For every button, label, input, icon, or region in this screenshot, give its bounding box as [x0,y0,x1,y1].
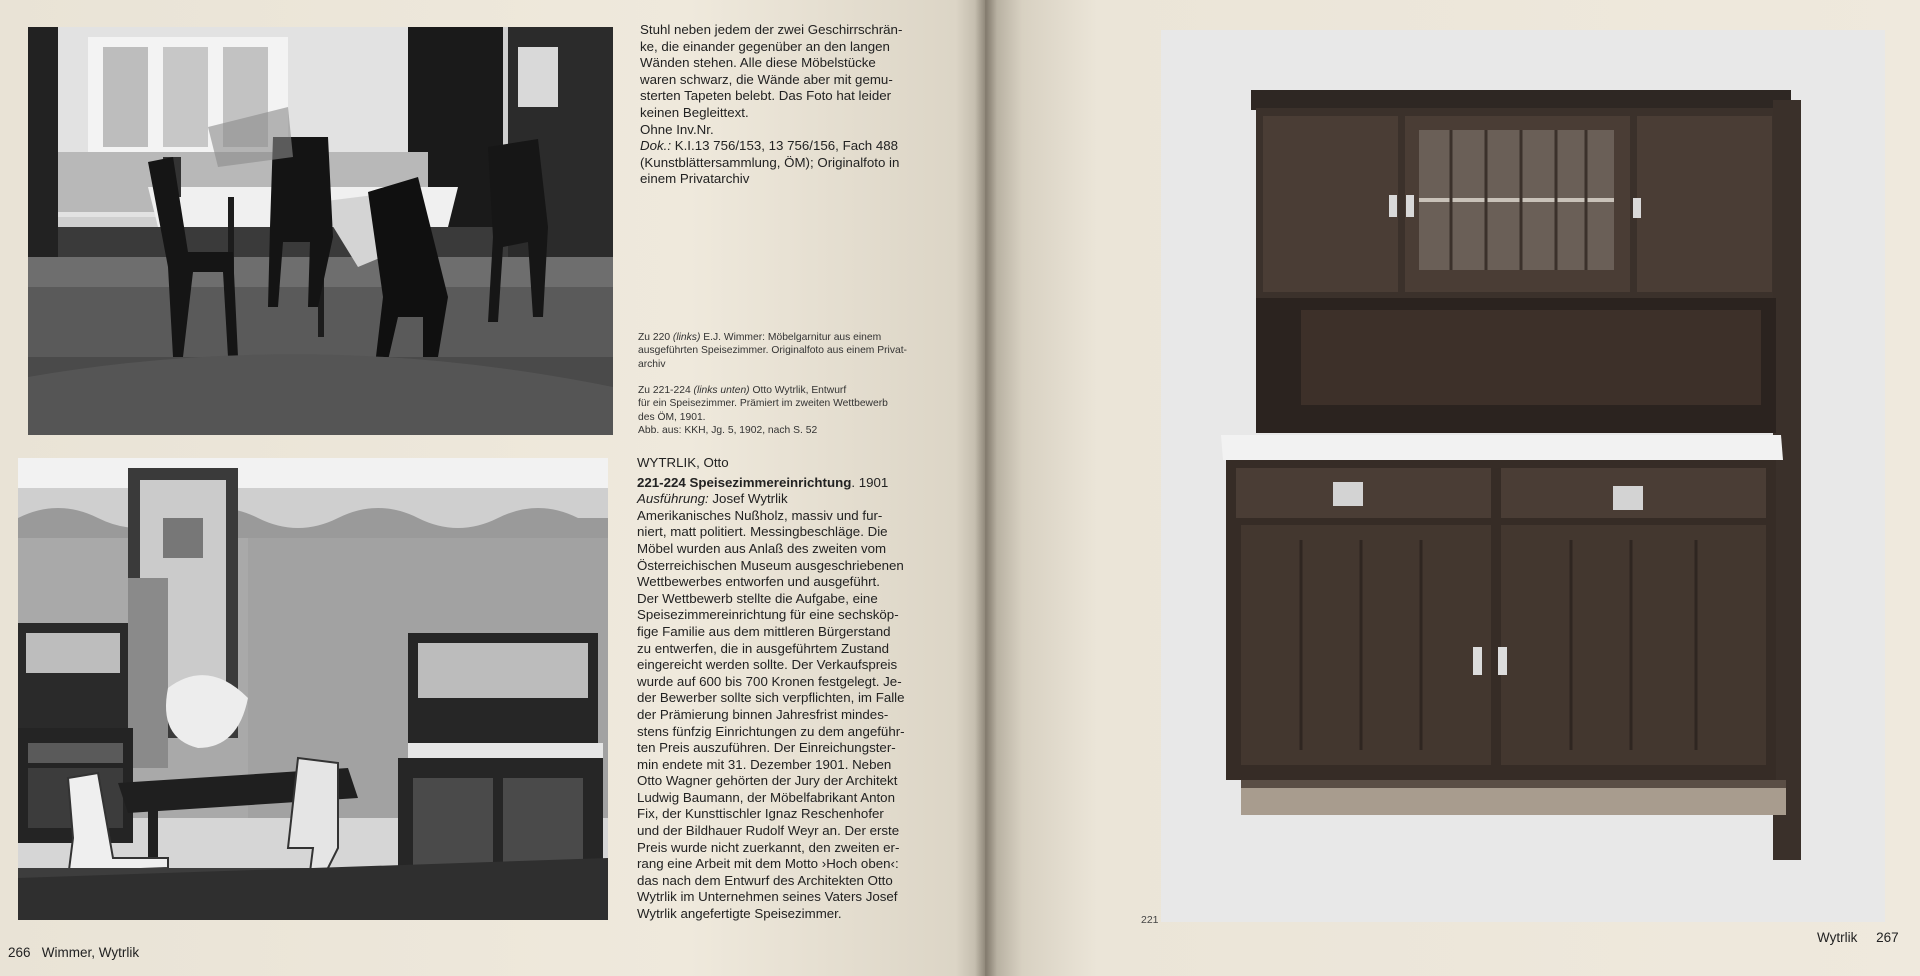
text-line: Österreichischen Museum ausgeschriebenen [637,557,904,573]
text-line: Ludwig Baumann, der Möbelfabrikant Anton [637,789,895,805]
caption-ref: Zu 220 [638,332,673,343]
text-line: eingereicht werden sollte. Der Verkaufspreis [637,657,898,673]
text-line: (Kunstblättersammlung, ÖM); Originalfoto in [640,154,900,170]
right-page [985,0,1920,976]
caption-text: E.J. Wimmer: Möbelgarnitur aus einem [700,332,882,343]
execution-label: Ausführung: [637,491,709,507]
dok-text: K.I.13 756/153, 13 756/156, Fach 488 [671,138,899,154]
text-line: Wytrlik angefertigte Speisezimmer. [637,906,842,922]
entry-number: 221-224 [637,474,686,490]
text-line: Wytrlik im Unternehmen seines Vaters Josef [637,889,898,905]
text-line: einem Privatarchiv [640,171,750,187]
figure-number: 221 [1141,914,1159,926]
text-line: keinen Begleittext. [640,104,749,120]
caption-line: ausgeführten Speisezimmer. Originalfoto aus einem Privat- [638,345,907,357]
folio-left [8,945,139,960]
entry-year: . 1901 [851,474,889,490]
running-head: Wytrlik [1817,930,1858,945]
caption-position: (links) [672,332,701,343]
text-line: Der Wettbewerb stellte die Aufgabe, eine [637,590,878,606]
text-line: und der Bildhauer Rudolf Weyr an. Der erste [637,823,900,839]
text-line: sterten Tapeten belebt. Das Foto hat leider [640,88,892,104]
page-number: 267 [1876,930,1899,945]
text-line: das nach dem Entwurf des Architekten Otto [637,872,893,888]
execution-name: Josef Wytrlik [708,491,788,507]
text-line: niert, matt politiert. Messingbeschläge. Die [637,524,888,540]
photo-dining-room [28,27,613,435]
caption-220 [638,331,918,371]
text-line: der Prämierung binnen Jahresfrist mindes- [637,706,889,722]
dok-label: Dok.: [640,138,672,154]
drawing-dining-room-interior [18,458,608,920]
text-line: Wänden stehen. Alle diese Möbelstücke [640,55,876,71]
text-line: fige Familie aus dem mittleren Bürgerstand [637,623,891,639]
caption-line: Abb. aus: KKH, Jg. 5, 1902, nach S. 52 [638,425,818,437]
page-number: 266 [8,945,31,960]
text-line: Möbel wurden aus Anlaß des zweiten vom [637,540,887,556]
text-line: Otto Wagner gehörten der Jury der Architekt [637,773,898,789]
inventory-note: Ohne Inv.Nr. [640,121,714,137]
caption-221-224 [638,384,918,438]
text-line: Speisezimmereinrichtung für eine sechsköp- [637,607,899,623]
text-line: Preis wurde nicht zuerkannt, den zweiten er- [637,839,900,855]
text-line: der Bewerber sollte sich verpflichten, im Falle [637,690,905,706]
documentation-note [640,138,915,155]
text-line: Wettbewerbes entworfen und ausgeführt. [637,574,880,590]
folio-right [1817,930,1899,945]
caption-line: archiv [638,358,666,370]
text-line: ten Preis auszuführen. Der Einreichungster- [637,740,896,756]
text-line: Fix, der Kunsttischler Ignaz Reschenhofer [637,806,884,822]
text-line: min endete mit 31. Dezember 1901. Neben [637,756,892,772]
catalogue-entry [637,455,915,923]
caption-line: des ÖM, 1901. [638,411,706,423]
text-line: stens fünfzig Einrichtungen zu dem angeführ- [637,723,905,739]
entry-title-line [637,475,915,492]
continuation-text [640,22,915,188]
caption-ref: Zu 221-224 [638,385,694,396]
text-line: waren schwarz, die Wände aber mit gemu- [640,71,893,87]
execution-line [637,491,915,508]
text-line: Amerikanisches Nußholz, massiv und fur- [637,507,883,523]
caption-position: (links unten) [693,385,750,396]
text-line: zu entwerfen, die in ausgeführtem Zustand [637,640,890,656]
running-head: Wimmer, Wytrlik [41,945,140,960]
caption-line: für ein Speisezimmer. Prämiert im zweiten Wettbewerb [638,398,888,410]
book-gutter [975,0,997,976]
entry-title: Speisezimmereinrichtung [689,474,852,490]
text-line: rang eine Arbeit mit dem Motto ›Hoch oben‹: [637,856,899,872]
text-line: Stuhl neben jedem der zwei Geschirrschrän- [640,22,903,37]
text-line: ke, die einander gegenüber an den langen [640,38,890,54]
photo-cabinet [1161,30,1885,922]
text-line: wurde auf 600 bis 700 Kronen festgelegt. Je- [637,673,902,689]
caption-text: Otto Wytrlik, Entwurf [749,385,847,396]
entry-heading: WYTRLIK, Otto [637,455,729,470]
